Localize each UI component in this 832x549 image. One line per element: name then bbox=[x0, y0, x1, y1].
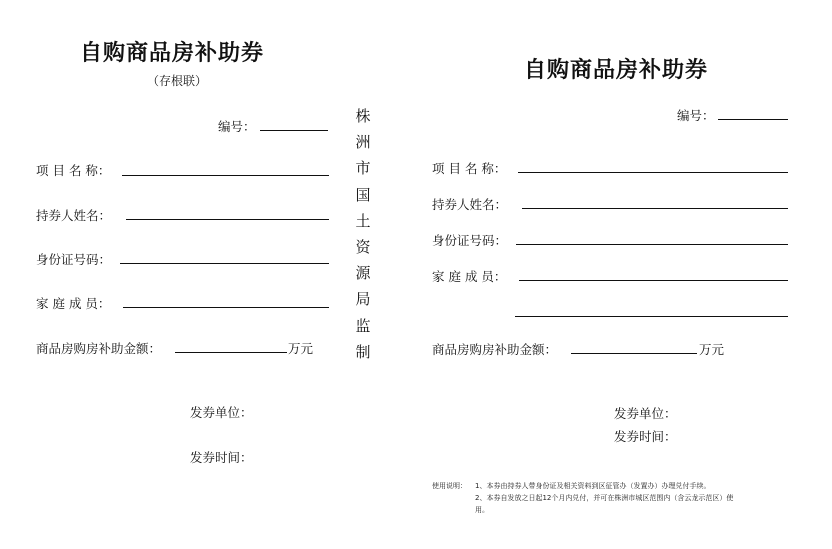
stub-family-label: 家 庭 成 员： bbox=[36, 296, 111, 311]
voucher-issue-time-label: 发券时间： bbox=[614, 429, 677, 444]
usage-note-2: 2、本券自发放之日起12个月内兑付，并可在株洲市城区范围内（含云龙示范区）使 bbox=[475, 494, 734, 502]
usage-notes-label: 使用说明： bbox=[432, 482, 467, 490]
stub-serial-label: 编号： bbox=[218, 119, 256, 134]
stub-amount-unit: 万元 bbox=[288, 341, 314, 356]
voucher-serial-line bbox=[718, 119, 788, 120]
voucher-issuer-label: 发券单位： bbox=[614, 406, 677, 421]
stub-id-label: 身份证号码： bbox=[36, 252, 112, 267]
stub-issuer-label: 发券单位： bbox=[190, 405, 253, 420]
usage-note-2-cont: 用。 bbox=[475, 506, 489, 514]
stub-amount-label: 商品房购房补助金额： bbox=[36, 341, 162, 356]
stub-title: 自购商品房补助券 bbox=[80, 41, 265, 66]
voucher-serial-label: 编号： bbox=[677, 108, 715, 123]
voucher-holder-line bbox=[522, 208, 788, 209]
vertical-char: 源 bbox=[355, 264, 371, 283]
vertical-char: 国 bbox=[355, 185, 371, 204]
voucher-holder-label: 持券人姓名： bbox=[432, 197, 508, 212]
voucher-project-line bbox=[518, 172, 788, 173]
vertical-char: 株 bbox=[355, 107, 371, 125]
voucher-project-label: 项 目 名 称： bbox=[432, 161, 507, 176]
stub-id-line bbox=[120, 263, 329, 264]
voucher-amount-unit: 万元 bbox=[699, 342, 725, 357]
vertical-char: 监 bbox=[355, 316, 371, 335]
stub-holder-label: 持券人姓名： bbox=[36, 208, 112, 223]
voucher-family-label: 家 庭 成 员： bbox=[432, 269, 507, 284]
stub-issue-time-label: 发券时间： bbox=[190, 450, 253, 465]
voucher-id-label: 身份证号码： bbox=[432, 233, 508, 248]
vertical-char: 市 bbox=[355, 159, 371, 178]
voucher-amount-label: 商品房购房补助金额： bbox=[432, 342, 558, 357]
voucher-family-line bbox=[519, 280, 788, 281]
voucher-title: 自购商品房补助券 bbox=[524, 58, 709, 83]
stub-subtitle: （存根联） bbox=[147, 74, 208, 88]
vertical-char: 制 bbox=[355, 342, 371, 361]
voucher-family-line-2 bbox=[515, 316, 788, 317]
usage-note-1: 1、本券由持券人带身份证及相关资料到区征管办（发置办）办理兑付手续。 bbox=[475, 482, 711, 490]
vertical-char: 资 bbox=[355, 238, 371, 257]
voucher-id-line bbox=[516, 244, 788, 245]
vertical-char: 局 bbox=[355, 290, 371, 309]
vertical-issuer-text bbox=[353, 103, 373, 365]
vertical-char: 洲 bbox=[355, 133, 371, 152]
stub-project-line bbox=[122, 175, 329, 176]
stub-family-line bbox=[123, 307, 329, 308]
stub-serial-line bbox=[260, 130, 328, 131]
stub-holder-line bbox=[126, 219, 329, 220]
voucher-amount-line bbox=[571, 353, 697, 354]
vertical-char: 土 bbox=[355, 211, 371, 230]
stub-amount-line bbox=[175, 352, 287, 353]
stub-project-label: 项 目 名 称： bbox=[36, 163, 111, 178]
